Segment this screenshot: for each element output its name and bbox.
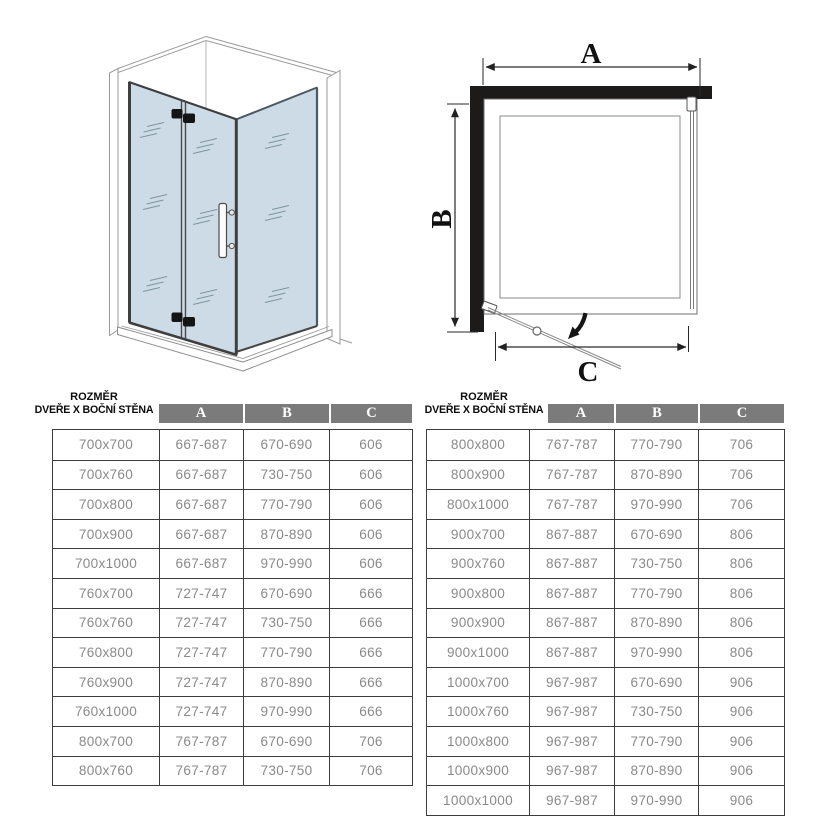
size-cell: 900x700 xyxy=(427,519,529,549)
table-right-body xyxy=(426,429,785,816)
dimension-cell: 730-750 xyxy=(243,756,329,786)
table-title-line2: DVEŘE X BOČNÍ STĚNA xyxy=(34,404,154,416)
dimension-cell: 970-990 xyxy=(614,637,698,667)
dimension-cell: 870-890 xyxy=(243,667,329,697)
size-cell: 700x1000 xyxy=(53,548,159,578)
dimension-cell: 970-990 xyxy=(243,548,329,578)
dimension-cell: 770-790 xyxy=(243,489,329,519)
column-header-b: B xyxy=(243,404,329,423)
dimension-cell: 906 xyxy=(698,785,784,815)
size-cell: 900x900 xyxy=(427,608,529,638)
dimension-cell: 667-687 xyxy=(159,548,243,578)
dimension-cell: 867-887 xyxy=(529,548,614,578)
dimension-cell: 727-747 xyxy=(159,578,243,608)
size-cell: 1000x700 xyxy=(427,667,529,697)
size-cell: 1000x800 xyxy=(427,726,529,756)
side-glass-panel xyxy=(236,88,317,353)
dimension-b-label: B xyxy=(426,209,458,229)
dimension-cell: 767-787 xyxy=(529,489,614,519)
dimension-cell: 970-990 xyxy=(614,489,698,519)
dimension-cell: 667-687 xyxy=(159,519,243,549)
dimension-cell: 666 xyxy=(329,637,412,667)
dimension-cell: 806 xyxy=(698,637,784,667)
shower-3d-view xyxy=(85,25,360,375)
size-cell: 700x760 xyxy=(53,460,159,490)
size-cell: 700x800 xyxy=(53,489,159,519)
dimension-cell: 867-887 xyxy=(529,637,614,667)
table-right-header xyxy=(548,404,784,423)
dimension-cell: 767-787 xyxy=(159,726,243,756)
dimension-cell: 727-747 xyxy=(159,696,243,726)
column-header-c: C xyxy=(329,404,412,423)
table-title-line1: ROZMĚR xyxy=(70,391,118,403)
column-header-c: C xyxy=(698,404,784,423)
table-left-header xyxy=(159,404,412,423)
column-header-a: A xyxy=(195,405,207,421)
dimension-cell: 670-690 xyxy=(614,667,698,697)
dimension-cell: 670-690 xyxy=(243,726,329,756)
dimension-cell: 727-747 xyxy=(159,637,243,667)
dimension-cell: 730-750 xyxy=(614,548,698,578)
dimension-cell: 870-890 xyxy=(614,608,698,638)
dimension-cell: 706 xyxy=(698,430,784,460)
dimension-cell: 706 xyxy=(329,726,412,756)
dimension-cell: 706 xyxy=(329,756,412,786)
dimension-cell: 670-690 xyxy=(243,578,329,608)
dimension-cell: 870-890 xyxy=(614,756,698,786)
size-cell: 900x800 xyxy=(427,578,529,608)
dimension-cell: 666 xyxy=(329,608,412,638)
dimension-cell: 806 xyxy=(698,578,784,608)
table-title-line2: DVEŘE X BOČNÍ STĚNA xyxy=(424,404,544,416)
dimension-cell: 967-987 xyxy=(529,696,614,726)
dimension-cell: 806 xyxy=(698,548,784,578)
dimension-cell: 730-750 xyxy=(614,696,698,726)
dimension-cell: 667-687 xyxy=(159,430,243,460)
dimension-cell: 606 xyxy=(329,519,412,549)
dimension-cell: 967-987 xyxy=(529,785,614,815)
dimension-cell: 730-750 xyxy=(243,608,329,638)
dimension-cell: 967-987 xyxy=(529,667,614,697)
dimension-cell: 670-690 xyxy=(614,519,698,549)
dimension-cell: 727-747 xyxy=(159,608,243,638)
table-left-title xyxy=(28,391,160,417)
table-left-body xyxy=(52,429,413,786)
size-cell: 760x800 xyxy=(53,637,159,667)
size-cell: 760x1000 xyxy=(53,696,159,726)
column-header-b: B xyxy=(614,404,698,423)
dimension-cell: 666 xyxy=(329,696,412,726)
dimension-cell: 867-887 xyxy=(529,608,614,638)
dimension-cell: 770-790 xyxy=(614,430,698,460)
size-cell: 760x700 xyxy=(53,578,159,608)
dimension-cell: 870-890 xyxy=(243,519,329,549)
size-cell: 1000x900 xyxy=(427,756,529,786)
dimension-cell: 770-790 xyxy=(614,726,698,756)
dimension-cell: 767-787 xyxy=(529,430,614,460)
dimension-cell: 767-787 xyxy=(159,756,243,786)
size-cell: 1000x1000 xyxy=(427,785,529,815)
dimension-c-label: C xyxy=(577,356,599,388)
size-cell: 800x900 xyxy=(427,460,529,490)
size-cell: 700x700 xyxy=(78,437,134,453)
door-swing-arrow-icon xyxy=(568,313,586,339)
size-cell: 760x760 xyxy=(53,608,159,638)
size-cell: 900x760 xyxy=(427,548,529,578)
dimension-cell: 727-747 xyxy=(159,667,243,697)
dimension-cell: 970-990 xyxy=(243,696,329,726)
table-right-title xyxy=(420,391,548,417)
dimension-cell: 970-990 xyxy=(614,785,698,815)
column-header-a: A xyxy=(575,405,587,421)
dimension-cell: 606 xyxy=(329,430,412,460)
dimension-cell: 906 xyxy=(698,726,784,756)
dimension-cell: 770-790 xyxy=(243,637,329,667)
dimension-cell: 967-987 xyxy=(529,726,614,756)
dimension-cell: 670-690 xyxy=(243,430,329,460)
dimension-cell: 867-887 xyxy=(529,519,614,549)
dimension-cell: 867-887 xyxy=(529,578,614,608)
dimension-cell: 706 xyxy=(698,460,784,490)
dimension-cell: 906 xyxy=(698,756,784,786)
size-cell: 700x900 xyxy=(53,519,159,549)
plan-tray-outer xyxy=(484,99,697,314)
size-cell: 900x1000 xyxy=(427,637,529,667)
size-cell: 800x760 xyxy=(53,756,159,786)
size-cell: 1000x760 xyxy=(427,696,529,726)
dimension-cell: 806 xyxy=(698,519,784,549)
dimension-cell: 870-890 xyxy=(614,460,698,490)
dimension-cell: 606 xyxy=(329,489,412,519)
dimension-cell: 606 xyxy=(329,548,412,578)
dimension-cell: 606 xyxy=(329,460,412,490)
dimension-cell: 667-687 xyxy=(159,489,243,519)
dimension-cell: 770-790 xyxy=(614,578,698,608)
size-cell: 800x800 xyxy=(450,437,506,453)
dimension-a-label: A xyxy=(580,38,602,70)
dimension-cell: 730-750 xyxy=(243,460,329,490)
dimension-cell: 706 xyxy=(698,489,784,519)
plan-view xyxy=(420,15,831,400)
dimension-cell: 967-987 xyxy=(529,756,614,786)
dimension-cell: 666 xyxy=(329,578,412,608)
dimension-cell: 767-787 xyxy=(529,460,614,490)
dimension-cell: 906 xyxy=(698,696,784,726)
size-cell: 800x700 xyxy=(53,726,159,756)
dimension-cell: 906 xyxy=(698,667,784,697)
dimension-cell: 806 xyxy=(698,608,784,638)
dimension-cell: 667-687 xyxy=(159,460,243,490)
table-title-line1: ROZMĚR xyxy=(460,391,508,403)
size-cell: 760x900 xyxy=(53,667,159,697)
dimension-cell: 666 xyxy=(329,667,412,697)
size-cell: 800x1000 xyxy=(427,489,529,519)
